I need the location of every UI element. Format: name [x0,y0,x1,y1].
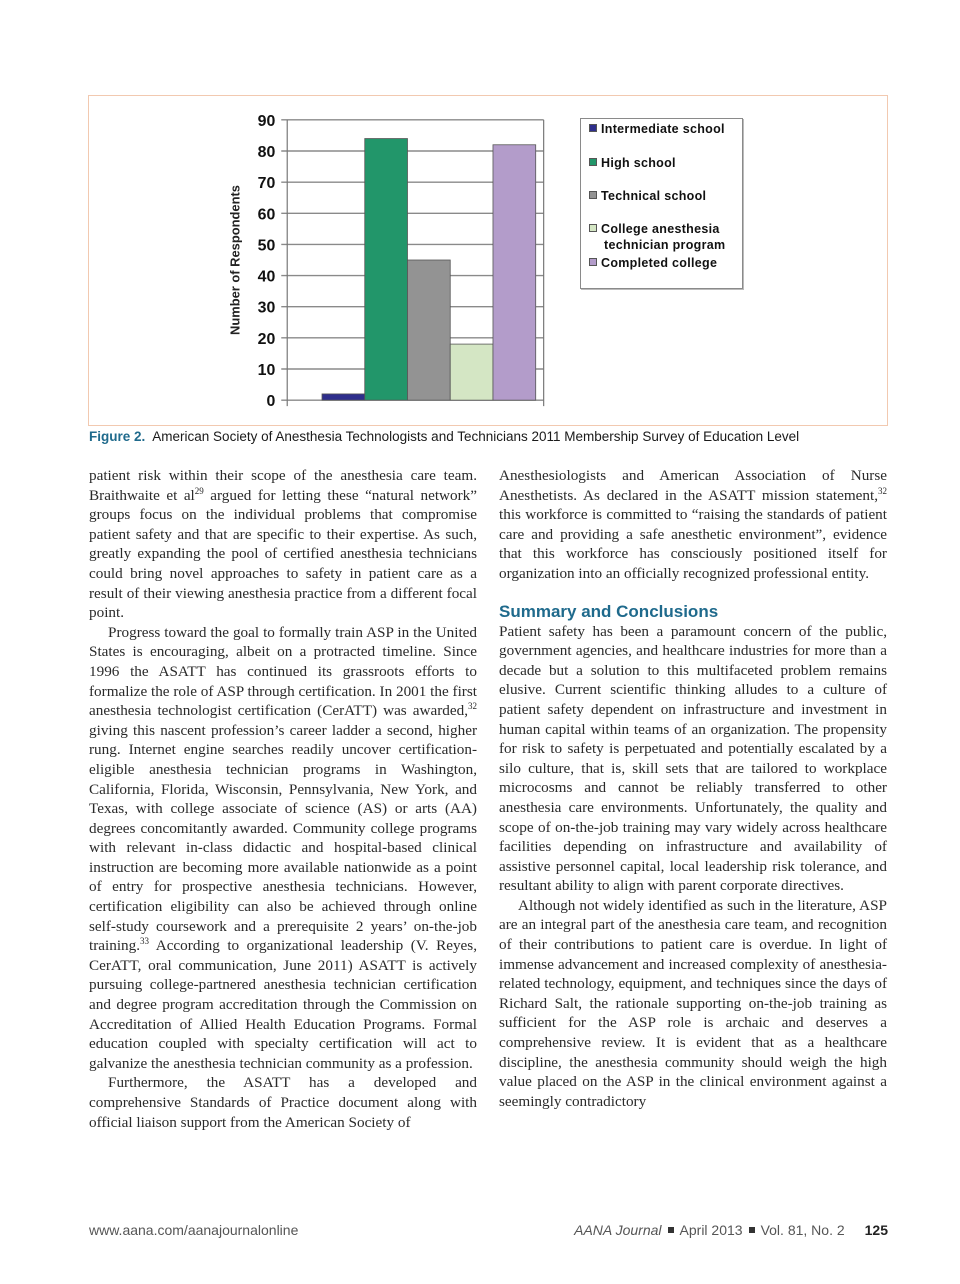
bullet-square-icon [749,1227,755,1233]
left-column [89,466,477,1132]
figure-label: Figure 2. [89,429,146,444]
right-column [499,466,887,1111]
y-tick-label: 90 [257,112,276,130]
section-heading: Summary and Conclusions [499,601,719,621]
bar-completed-college [493,145,536,400]
legend-swatch-icon [589,124,597,132]
footer-url: www.aana.com/aanajournalonline [89,1222,299,1238]
citation-superscript: 32 [468,701,477,712]
y-tick-label: 80 [257,143,276,161]
legend-swatch-icon [589,258,597,266]
citation-superscript: 32 [878,485,887,496]
legend-item [589,221,725,253]
legend-label: Intermediate school [601,122,725,136]
issue-date: April 2013 [679,1222,743,1238]
y-tick-label: 20 [257,330,276,348]
legend-swatch-icon [589,191,597,199]
y-tick-label: 30 [257,299,276,317]
bar-technical-school [407,260,450,400]
journal-name: AANA Journal [574,1222,662,1238]
chart-legend [580,118,743,289]
paragraph: patient risk within their scope of the anesthesia care team. Braithwaite et $al^{29}$ argued for letting these “natural network” groups focus on the individual problems that compromise patient safety and that are specific to their expertise. As such, greatly expanding the pool of certified anesthesia technicians could bring novel approaches to safety in patient care as a result of their viewing anesthesia practice from a different focal point. [89,467,477,622]
paragraph: Although not widely identified as such in the literature, ASP are an integral part of the anesthesia care team, and recognition of their contributions to patient care is overdue. In light of immense advancement and increased complexity of anesthesia-related technology, equipment, and techniques since the days of Richard Salt, the rationale supporting on-the-job training as sufficient for the ASP role is archaic and deserves a comprehensive review. It is evident that as a healthcare discipline, the anesthesia community should weigh the high value placed on the ASP in the clinical environment against a seemingly contradictory [499,896,887,1110]
footer-journal-info [574,1222,888,1238]
y-axis-ticks [258,113,276,410]
figure-2 [88,95,888,426]
legend-item [589,255,717,271]
legend-label: College anesthesia technician program [601,222,726,252]
legend-item [589,188,706,204]
paragraph: Furthermore, the ASATT has a developed and comprehensive Standards of Practice document along with official liaison support from the American Society of [89,1074,477,1131]
y-axis-label: Number of Respondents [227,185,243,335]
citation-superscript: 33 [140,936,150,947]
bar-intermediate-school [322,394,365,400]
bar-chart [89,96,887,425]
legend-label: Technical school [601,189,707,203]
paragraph: Patient safety has been a paramount concern of the public, government agencies, and healthcare industries for more than a decade but a solution to this multifaceted problem remains elusive. Current scientific thinking alludes to a culture of patient safety dependent on infrastructure and investment in human capital within teams of an organization. The propensity for risk to safety is perpetuated and potentially escalated by a silo culture, that is, skill sets that are tailored to workplace microcosms and cannot be reliably transferred to other anesthesia care environments. Unfortunately, the quality and scope of on-the-job training may vary widely across healthcare facilities depending on infrastructure and availability of assistive personnel capital, local leadership risk tolerance, and resultant ability to align with parent corporate directives. [499,622,887,895]
figure-caption [89,429,889,444]
y-tick-label: 50 [257,237,276,255]
legend-label: High school [601,156,676,170]
legend-item [589,155,676,171]
y-tick-label: 70 [257,175,276,193]
legend-item [589,121,725,137]
bar-high-school [365,139,408,401]
bullet-square-icon [668,1227,674,1233]
figure-caption-text: American Society of Anesthesia Technologists and Technicians 2011 Membership Survey of Education Level [152,429,800,444]
bar-college-anesthesia-technician-program [450,344,493,400]
y-tick-label: 60 [257,206,276,224]
paragraph: Progress toward the goal to formally train ASP in the United States is encouraging, albeit on a protracted timeline. Since 1996 the ASATT has continued its grassroots efforts to formalize the role of ASP through certification. In 2001 the first anesthesia technologist certification (CerATT) was awarded,$^{32}$ giving this nascent profession’s career ladder a second, higher rung. Internet engine searches readily uncover certification-eligible anesthesia technician programs in Washington, California, Florida, Wisconsin, Pennsylvania, New York, and Texas, with college associate of science (AS) or arts (AA) degrees concomitantly awarded. Community college programs with relevant in-class didactic and hospital-based clinical instruction are becoming more available nationwide as a point of entry for prospective anesthesia technicians. However, certification eligibility can also be achieved through online self-study coursework and a prerequisite 2 years’ on-the-job training.$^{33}$ According to organizational leadership (V. Reyes, CerATT, oral communication, June 2011) ASATT is actively pursuing college-partnered anesthesia technician certification and degree program accreditation through the Commission on Accreditation of Allied Health Education Programs. Formal education coupled with specialty certification will act to galvanize the anesthesia technician community as a profession. [89,623,477,1072]
legend-label: Completed college [601,256,718,270]
legend-swatch-icon [589,224,597,232]
volume-number: Vol. 81, No. 2 [760,1222,845,1238]
bars [322,139,536,401]
citation-superscript: 29 [194,485,204,496]
y-tick-label: 0 [266,393,276,411]
legend-swatch-icon [589,158,597,166]
page-number: 125 [864,1222,888,1238]
y-tick-label: 40 [257,268,276,286]
y-tick-label: 10 [257,361,276,379]
paragraph: Anesthesiologists and American Association of Nurse Anesthetists. As declared in the ASATT mission statement,$^{32}$ this workforce is committed to “raising the standards of patient care and providing a safe anesthetic environment”, evidence that this workforce has consciously positioned itself for organization into an officially recognized professional entity. [499,467,887,582]
